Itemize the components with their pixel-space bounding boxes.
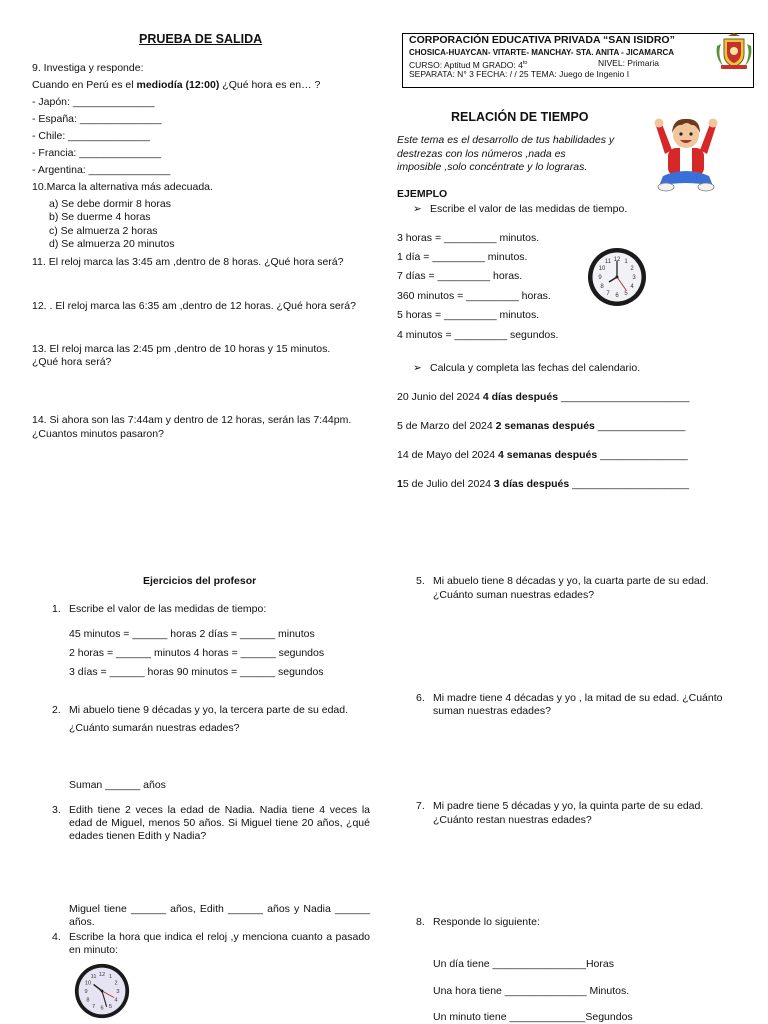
svg-text:8: 8 — [86, 997, 90, 1004]
date-blank: _______________ — [594, 420, 686, 432]
q12: 12. . El reloj marca las 6:35 am ,dentro de 12 horas. ¿Qué hora será? — [32, 300, 356, 312]
conversion-line: 360 minutos = _________ horas. — [397, 290, 551, 302]
conversion-line: 1 día = _________ minutos. — [397, 251, 528, 263]
q9-heading: 9. Investiga y responde: — [32, 62, 144, 74]
section-title: RELACIÓN DE TIEMPO — [451, 110, 589, 124]
date-line — [397, 449, 688, 462]
wall-clock-icon — [586, 246, 648, 308]
date-line — [397, 420, 685, 433]
svg-text:4: 4 — [630, 284, 634, 290]
exercise-number: 6. — [416, 692, 425, 704]
conversion-line: 3 horas = _________ minutos. — [397, 232, 540, 244]
date-offset: 2 semanas después — [495, 420, 595, 432]
intro-line: Este tema es el desarrollo de tus habilidades y — [397, 134, 615, 146]
date-line — [397, 478, 689, 491]
svg-text:8: 8 — [600, 284, 604, 290]
conversion-line: 7 días = _________ horas. — [397, 270, 523, 282]
q9-item: - Chile: ______________ — [32, 130, 150, 142]
q9-lead-a: Cuando en Perú es el — [32, 79, 137, 91]
instruction-2: Calcula y completa las fechas del calendario. — [430, 362, 641, 374]
svg-text:5: 5 — [108, 1003, 112, 1010]
q14-line2: ¿Cuantos minutos pasaron? — [32, 428, 164, 440]
exercise-8: Responde lo siguiente: — [433, 916, 540, 928]
q9-item: - Japón: ______________ — [32, 96, 155, 108]
date-text: 5 de Julio del 2024 — [402, 478, 494, 490]
school-crest-logo — [713, 32, 755, 72]
q9-item: - España: ______________ — [32, 113, 162, 125]
school-branches: CHOSICA-HUAYCAN- VITARTE- MANCHAY- STA. ANITA - JICAMARCA — [409, 48, 675, 57]
date-blank: ______________________ — [558, 391, 690, 403]
exercise-1-line: 2 horas = ______ minutos 4 horas = ______ segundos — [69, 647, 325, 659]
course-grade: CURSO: Aptitud M GRADO: 4 — [409, 59, 523, 70]
exercise-number: 2. — [52, 704, 61, 716]
svg-text:6: 6 — [100, 1005, 104, 1012]
grade-suffix: to — [522, 60, 528, 66]
date-offset: 3 días después — [493, 478, 570, 490]
q10-option: c) Se almuerza 2 horas — [49, 225, 158, 237]
instruction-1: Escribe el valor de las medidas de tiempo. — [430, 203, 628, 215]
exercise-8-line: Un día tiene ________________Horas — [433, 958, 614, 970]
svg-text:10: 10 — [84, 980, 92, 987]
arrow-bullet-icon: ➢ — [413, 362, 422, 374]
school-name: CORPORACIÓN EDUCATIVA PRIVADA “SAN ISIDRO” — [409, 34, 675, 46]
school-header-box — [402, 33, 754, 88]
exercise-2-line1: Mi abuelo tiene 9 décadas y yo, la tercera parte de su edad. — [69, 704, 349, 716]
date-line — [397, 391, 690, 404]
q13-line2: ¿Qué hora será? — [32, 356, 112, 368]
date-offset: 4 días después — [482, 391, 559, 403]
svg-text:1: 1 — [108, 973, 112, 980]
test-title: PRUEBA DE SALIDA — [139, 32, 263, 46]
wall-clock-icon — [73, 962, 131, 1020]
exercise-1: Escribe el valor de las medidas de tiempo: — [69, 603, 267, 615]
conversion-line: 4 minutos = _________ segundos. — [397, 329, 559, 341]
q10-option: b) Se duerme 4 horas — [49, 211, 151, 223]
svg-text:7: 7 — [92, 1003, 96, 1010]
exercise-number: 5. — [416, 575, 425, 587]
exercise-number: 4. — [52, 931, 61, 943]
exercise-7-line1: Mi padre tiene 5 décadas y yo, la quinta parte de su edad. — [433, 800, 704, 812]
q10-heading: 10.Marca la alternativa más adecuada. — [32, 181, 213, 193]
svg-text:7: 7 — [606, 291, 610, 297]
intro-line: destrezas con los números ,nada es — [397, 148, 566, 160]
svg-text:9: 9 — [84, 988, 88, 995]
ejemplo-label: EJEMPLO — [397, 188, 448, 200]
q9-lead-b: mediodía (12:00) — [136, 79, 220, 91]
exercise-2-line2: ¿Cuánto sumarán nuestras edades? — [69, 722, 240, 734]
exercise-number: 3. — [52, 804, 61, 816]
exercise-5-line1: Mi abuelo tiene 8 décadas y yo, la cuarta parte de su edad. — [433, 575, 709, 587]
svg-text:11: 11 — [604, 259, 612, 265]
level: NIVEL: Primaria — [598, 58, 659, 68]
exercise-3: Edith tiene 2 veces la edad de Nadia. Nadia tiene 4 veces la edad de Miguel, menos 50 años. Si Miguel tiene 20 años, ¿qué edades tienen Edith y Nadia? — [69, 804, 370, 842]
exercise-number: 8. — [416, 916, 425, 928]
svg-text:6: 6 — [615, 293, 619, 299]
q9-lead — [32, 79, 320, 92]
exercise-6-line2: suman nuestras edades? — [433, 705, 551, 717]
svg-text:12: 12 — [613, 257, 621, 263]
svg-text:2: 2 — [114, 980, 118, 987]
exercise-number: 7. — [416, 800, 425, 812]
q13-line1: 13. El reloj marca las 2:45 pm ,dentro de 10 horas y 15 minutos. — [32, 343, 331, 355]
svg-text:3: 3 — [116, 988, 120, 995]
q14-line1: 14. Si ahora son las 7:44am y dentro de 12 horas, serán las 7:44pm. — [32, 414, 352, 426]
arrow-bullet-icon: ➢ — [413, 203, 422, 215]
exercise-8-line: Un minuto tiene _____________Segundos — [433, 1011, 633, 1023]
exercise-7-line2: ¿Cuánto restan nuestras edades? — [433, 814, 592, 826]
svg-text:4: 4 — [114, 997, 118, 1004]
svg-text:9: 9 — [598, 275, 602, 281]
date-text: 20 Junio del 2024 — [397, 391, 483, 403]
exercise-1-line: 45 minutos = ______ horas 2 días = ______ minutos — [69, 628, 315, 640]
date-blank: _______________ — [597, 449, 688, 461]
svg-text:2: 2 — [630, 266, 634, 272]
exercise-4: Escribe la hora que indica el reloj ,y menciona cuanto a pasado en minuto: — [69, 931, 370, 956]
q10-option: a) Se debe dormir 8 horas — [49, 198, 171, 210]
q9-item: - Francia: ______________ — [32, 147, 162, 159]
date-text: 5 de Marzo del 2024 — [397, 420, 496, 432]
intro-line: imposible ,solo concéntrate y lo lograras. — [397, 161, 588, 173]
date-blank: ____________________ — [569, 478, 689, 490]
conversion-line: 5 horas = _________ minutos. — [397, 309, 540, 321]
exercise-6-line1: Mi madre tiene 4 décadas y yo , la mitad de su edad. ¿Cuánto — [433, 692, 723, 704]
exercise-1-line: 3 días = ______ horas 90 minutos = ______ segundos — [69, 666, 324, 678]
svg-text:12: 12 — [98, 972, 106, 979]
separata-line: SEPARATA: N° 3 FECHA: / / 25 TEMA: Juego de Ingenio I — [409, 69, 630, 79]
exercise-number: 1. — [52, 603, 61, 615]
svg-text:11: 11 — [90, 973, 97, 980]
exercise-8-line: Una hora tiene ______________ Minutos. — [433, 985, 630, 997]
exercise-5-line2: ¿Cuánto suman nuestras edades? — [433, 589, 595, 601]
exercise-3-answer: Miguel tiene ______ años, Edith ______ años y Nadia ______ años. — [69, 903, 370, 928]
exercises-title: Ejercicios del profesor — [143, 575, 257, 587]
q11: 11. El reloj marca las 3:45 am ,dentro de 8 horas. ¿Qué hora será? — [32, 256, 344, 268]
q9-lead-c: ¿Qué hora es en… ? — [219, 79, 321, 91]
svg-text:10: 10 — [598, 266, 606, 272]
q9-item: - Argentina: ______________ — [32, 164, 171, 176]
exercise-2-answer: Suman ______ años — [69, 779, 166, 791]
svg-text:3: 3 — [632, 275, 636, 281]
date-offset: 4 semanas después — [498, 449, 598, 461]
date-text: 14 de Mayo del 2024 — [397, 449, 498, 461]
q10-option: d) Se almuerza 20 minutos — [49, 238, 175, 250]
date-prefix: 1 — [397, 478, 403, 490]
svg-text:5: 5 — [624, 291, 628, 297]
svg-text:1: 1 — [624, 259, 628, 265]
cheering-kid-illustration — [651, 114, 721, 192]
